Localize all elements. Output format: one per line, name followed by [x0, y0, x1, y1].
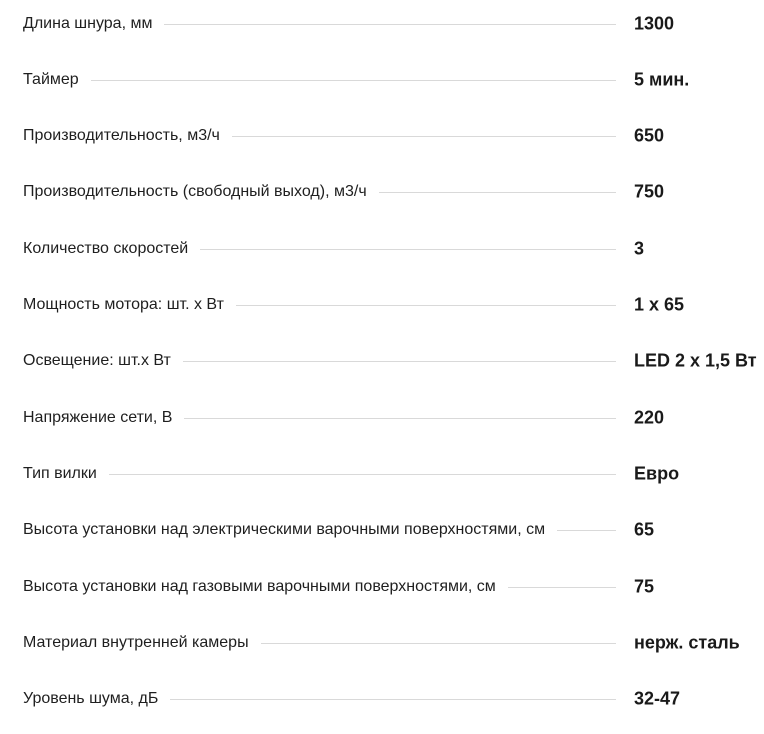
spec-value: 32-47: [634, 688, 681, 709]
spec-value: 750: [634, 181, 665, 202]
spec-value: 65: [634, 519, 655, 540]
spec-row-performance: [0, 121, 764, 151]
spec-value: LED 2 х 1,5 Вт: [634, 350, 757, 371]
spec-row-speeds: [0, 234, 764, 264]
spec-value: 650: [634, 125, 665, 146]
spec-value: 5 мин.: [634, 69, 690, 90]
spec-row-timer: [0, 65, 764, 95]
spec-leader-line: [23, 80, 616, 81]
spec-row-plug-type: [0, 459, 764, 489]
spec-value: нерж. сталь: [634, 632, 740, 653]
spec-row-motor-power: [0, 290, 764, 320]
spec-row-height-electric: [0, 515, 764, 545]
spec-label: Высота установки над газовыми варочными поверхностями, см: [23, 578, 508, 596]
spec-label: Производительность, м3/ч: [23, 127, 232, 145]
spec-row-height-gas: [0, 572, 764, 602]
spec-value: 3: [634, 238, 645, 259]
spec-label: Количество скоростей: [23, 240, 200, 258]
spec-value: 1300: [634, 13, 675, 34]
spec-label: Освещение: шт.х Вт: [23, 352, 183, 370]
spec-label: Длина шнура, мм: [23, 15, 164, 33]
spec-row-performance-free-outlet: [0, 177, 764, 207]
spec-label: Материал внутренней камеры: [23, 634, 261, 652]
spec-label: Производительность (свободный выход), м3/ч: [23, 183, 379, 201]
spec-value: Евро: [634, 463, 680, 484]
spec-row-voltage: [0, 403, 764, 433]
spec-row-lighting: [0, 346, 764, 376]
spec-row-cord-length: [0, 9, 764, 39]
spec-label: Уровень шума, дБ: [23, 690, 170, 708]
spec-label: Таймер: [23, 71, 91, 89]
spec-label: Тип вилки: [23, 465, 109, 483]
spec-value: 220: [634, 407, 665, 428]
spec-row-chamber-material: [0, 628, 764, 658]
spec-value: 1 х 65: [634, 294, 685, 315]
spec-label: Высота установки над электрическими варочными поверхностями, см: [23, 521, 557, 539]
spec-row-noise-level: [0, 684, 764, 714]
spec-label: Напряжение сети, В: [23, 409, 184, 427]
spec-value: 75: [634, 576, 655, 597]
spec-leader-line: [23, 474, 616, 475]
spec-label: Мощность мотора: шт. х Вт: [23, 296, 236, 314]
